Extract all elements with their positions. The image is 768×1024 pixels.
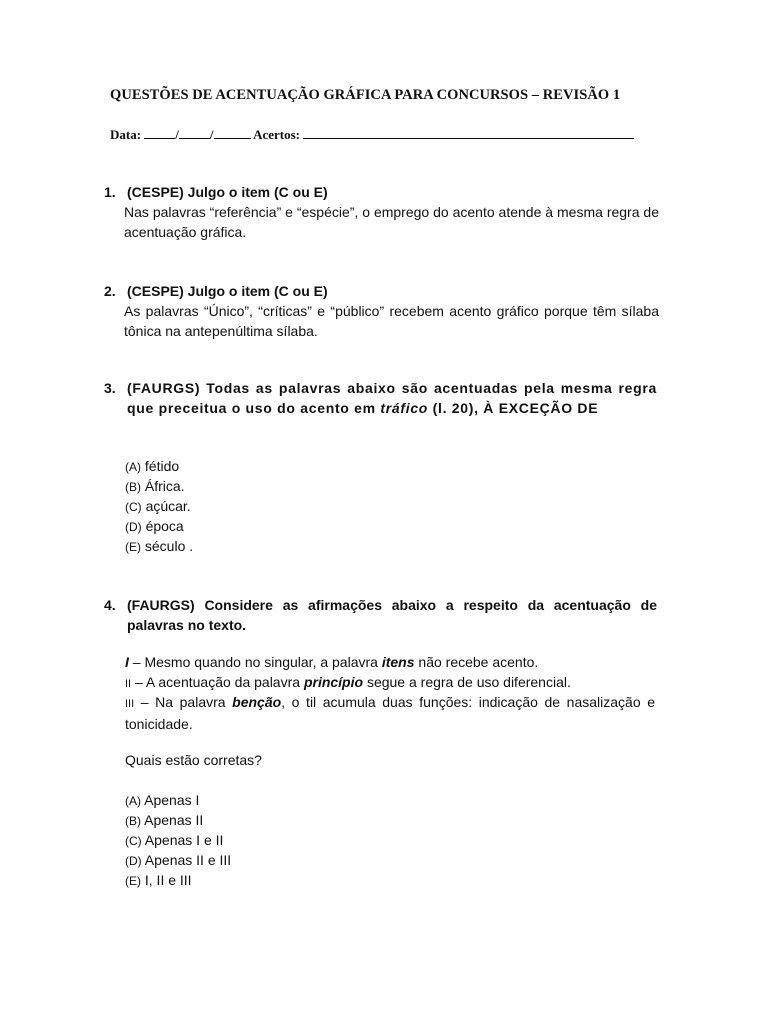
question-title: (CESPE) Julgo o item (C ou E) xyxy=(127,283,328,299)
statement-i-emphasis: itens xyxy=(381,654,415,670)
score-label: Acertos: xyxy=(253,127,301,142)
question-title xyxy=(127,378,657,418)
question-1 xyxy=(104,182,664,242)
statement-i-label: I xyxy=(125,654,129,670)
question-title: (CESPE) Julgo o item (C ou E) xyxy=(127,184,328,200)
option-e[interactable] xyxy=(125,536,193,557)
statement-ii xyxy=(125,672,655,694)
option-text: fétido xyxy=(144,458,180,474)
option-text: África. xyxy=(144,478,185,494)
date-month-blank[interactable] xyxy=(179,125,210,139)
option-text: Apenas I e II xyxy=(144,832,224,848)
statement-iii-before: – Na palavra xyxy=(134,694,233,710)
question-3 xyxy=(104,378,664,438)
question-title-emphasis: tráfico xyxy=(380,400,429,416)
option-text: século . xyxy=(144,538,194,554)
option-letter: (D) xyxy=(125,854,142,868)
statement-iii xyxy=(125,692,655,734)
option-c[interactable] xyxy=(125,496,191,517)
statement-ii-emphasis: princípio xyxy=(303,674,364,690)
date-and-score-line xyxy=(110,125,670,143)
option-d[interactable] xyxy=(125,516,184,537)
statement-i-after: não recebe acento. xyxy=(414,654,539,670)
date-label: Data: xyxy=(110,127,142,142)
option-e[interactable] xyxy=(125,870,192,891)
question-number: 2. xyxy=(104,283,116,299)
question-title-text-before: (FAURGS) Todas as palavras abaixo são acentuadas pela mesma regra que preceitua o uso do acento em xyxy=(127,380,657,416)
statement-i-before: – Mesmo quando no singular, a palavra xyxy=(128,654,382,670)
statement-iii-after: , o til acumula duas funções: indicação de nasalização e tonicidade. xyxy=(125,694,655,732)
question-title-text-after: (l. 20), À EXCEÇÃO DE xyxy=(428,400,599,416)
option-text: Apenas II xyxy=(144,812,204,828)
date-slash-first: / xyxy=(175,127,179,142)
option-letter: (E) xyxy=(125,540,141,554)
page-title: QUESTÕES DE ACENTUAÇÃO GRÁFICA PARA CONCURSOS – REVISÃO 1 xyxy=(110,87,621,103)
question-4 xyxy=(104,595,664,637)
statement-ii-label: II xyxy=(125,678,132,690)
option-c[interactable] xyxy=(125,830,223,851)
option-letter: (A) xyxy=(125,460,141,474)
option-b[interactable] xyxy=(125,476,185,497)
option-letter: (C) xyxy=(125,500,142,514)
question-title: (FAURGS) Considere as afirmações abaixo a respeito da acentuação de palavras no texto. xyxy=(127,597,657,633)
score-blank[interactable] xyxy=(303,125,634,139)
option-b[interactable] xyxy=(125,810,203,831)
question-body: Nas palavras “referência” e “espécie”, o emprego do acento atende à mesma regra de acentuação gráfica. xyxy=(124,204,659,240)
question-number: 3. xyxy=(104,380,116,396)
question-2 xyxy=(104,281,664,341)
option-text: I, II e III xyxy=(144,872,192,888)
date-day-blank[interactable] xyxy=(144,125,175,139)
statement-iii-label: III xyxy=(125,698,135,710)
option-letter: (D) xyxy=(125,520,142,534)
option-letter: (B) xyxy=(125,480,141,494)
option-letter: (E) xyxy=(125,874,141,888)
statement-ii-before: – A acentuação da palavra xyxy=(131,674,304,690)
option-text: Apenas II e III xyxy=(144,852,232,868)
option-text: época xyxy=(145,518,184,534)
option-letter: (B) xyxy=(125,814,141,828)
date-slash-second: / xyxy=(209,127,214,142)
statement-ii-after: segue a regra de uso diferencial. xyxy=(363,674,571,690)
question-prompt: Quais estão corretas? xyxy=(125,752,262,768)
option-text: Apenas I xyxy=(144,792,200,808)
option-text: açúcar. xyxy=(145,498,191,514)
option-letter: (C) xyxy=(125,834,142,848)
statement-iii-emphasis: benção xyxy=(232,694,282,710)
option-a[interactable] xyxy=(125,456,179,477)
option-d[interactable] xyxy=(125,850,231,871)
question-body: As palavras “Único”, “críticas” e “público” recebem acento gráfico porque têm sílaba tônica na antepenúltima sílaba. xyxy=(124,303,659,339)
question-number: 4. xyxy=(104,597,116,613)
statement-i xyxy=(125,652,655,672)
option-a[interactable] xyxy=(125,790,199,811)
date-year-blank[interactable] xyxy=(214,125,251,139)
option-letter: (A) xyxy=(125,794,141,808)
question-number: 1. xyxy=(104,184,116,200)
